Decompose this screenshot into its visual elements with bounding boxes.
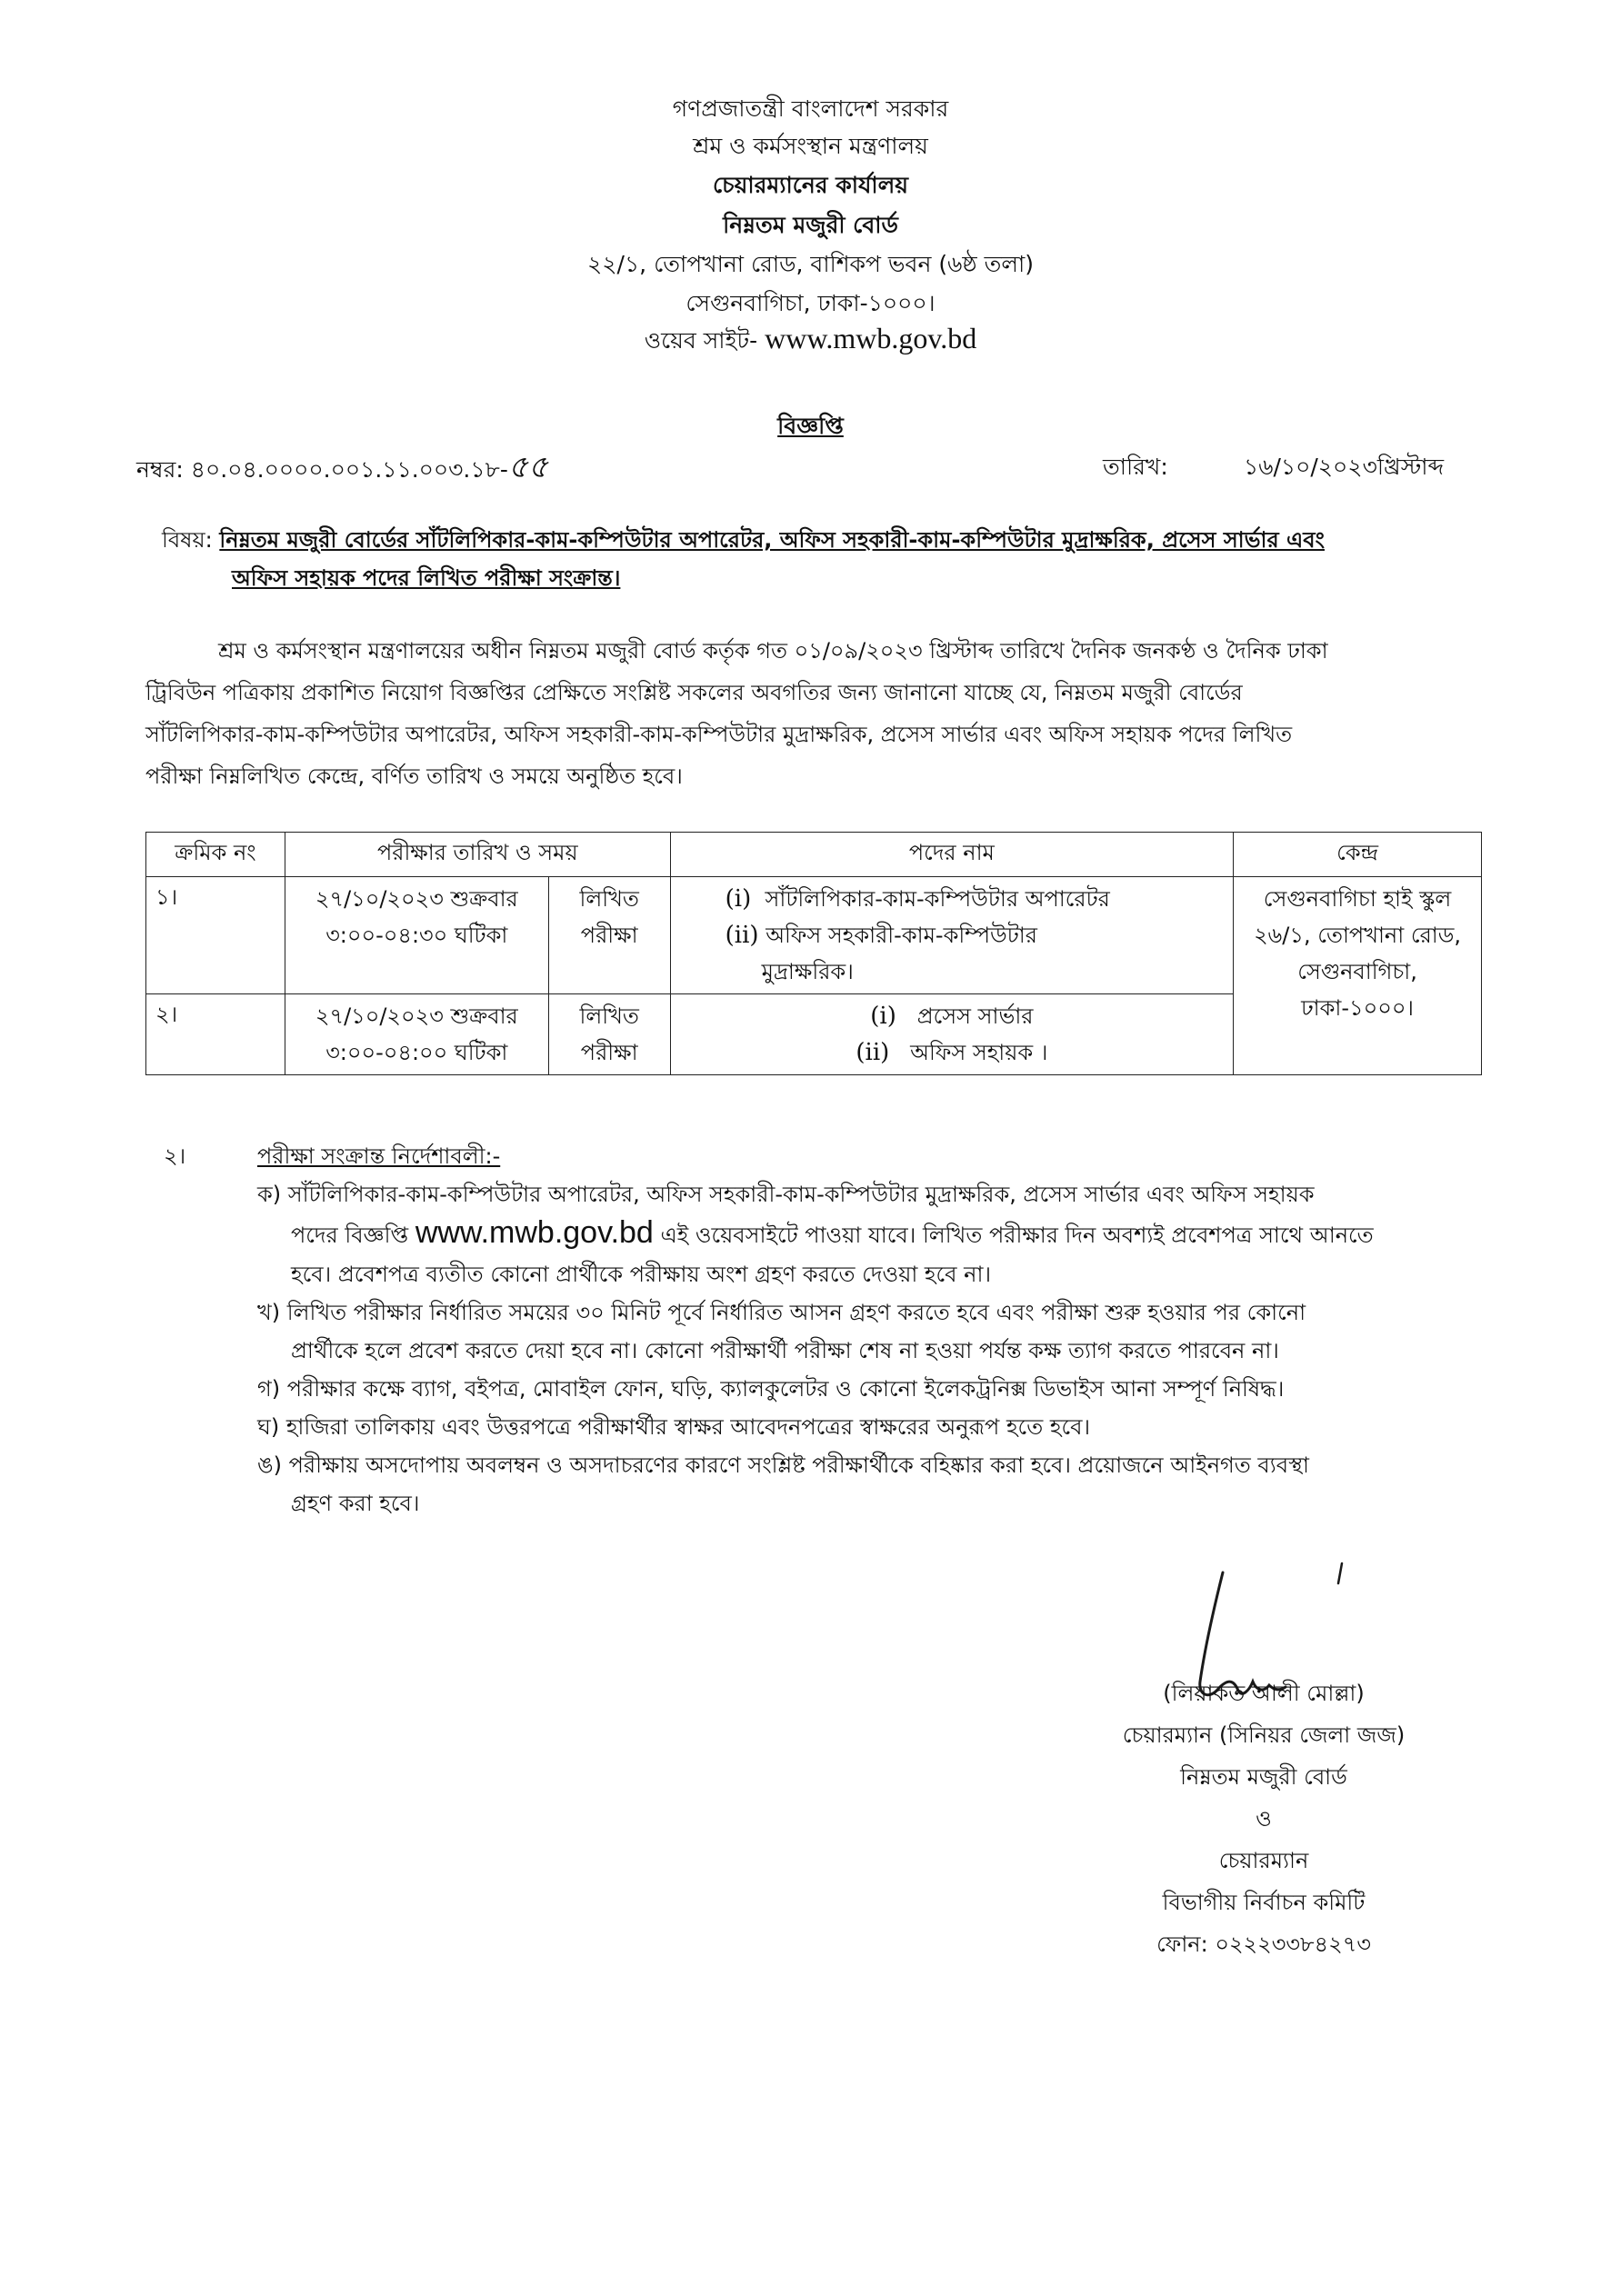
row1-post1: সাঁটলিপিকার-কাম-কম্পিউটার অপারেটর: [765, 886, 1110, 912]
instruction-a-line3: হবে। প্রবেশপত্র ব্যতীত কোনো প্রার্থীকে পরীক্ষায় অংশ গ্রহণ করতে দেওয়া হবে না।: [291, 1262, 992, 1287]
instruction-a-line1: ক) সাঁটলিপিকার-কাম-কম্পিউটার অপারেটর, অফিস সহকারী-কাম-কম্পিউটার মুদ্রাক্ষরিক, প্রসেস সার্ভার এবং অফিস সহায়ক: [257, 1182, 1315, 1207]
instructions-title: পরীক্ষা সংক্রান্ত নির্দেশাবলী:-: [257, 1143, 501, 1169]
subject-label: বিষয়:: [162, 527, 213, 553]
row1-post2-num: (ii): [725, 922, 759, 949]
instructions-number: ২।: [164, 1143, 186, 1169]
row1-time: ৩:০০-০৪:৩০ ঘটিকা: [325, 923, 508, 948]
row2-date: ২৭/১০/২০২৩ শুক্রবার: [315, 1003, 518, 1029]
memo-label: নম্বর:: [136, 456, 184, 483]
th-post: পদের নাম: [670, 833, 1233, 877]
header-ministry: শ্রম ও কর্মসংস্থান মন্ত্রণালয়: [693, 133, 928, 159]
header-govt: গণপ্রজাতন্ত্রী বাংলাদেশ সরকার: [672, 95, 949, 122]
row2-post1-num: (i): [870, 1003, 896, 1030]
row2-time: ৩:০০-০৪:০০ ঘটিকা: [325, 1040, 508, 1065]
row1-type: [548, 877, 670, 994]
memo-number: [136, 449, 548, 485]
date-value: ১৬/১০/২০২৩খ্রিস্টাব্দ: [1244, 454, 1445, 480]
date-label: তারিখ:: [1103, 454, 1168, 480]
body-line4: পরীক্ষা নিম্নলিখিত কেন্দ্রে, বর্ণিত তারিখ ও সময়ে অনুষ্ঠিত হবে।: [145, 764, 683, 789]
row2-post1: প্রসেস সার্ভার: [916, 1003, 1034, 1029]
row1-post1-num: (i): [725, 885, 752, 913]
body-line3: সাঁটলিপিকার-কাম-কম্পিউটার অপারেটর, অফিস সহকারী-কাম-কম্পিউটার মুদ্রাক্ষরিক, প্রসেস সার্ভার এবং অফিস সহায়ক পদের লিখিত: [145, 722, 1293, 747]
subject-line2: অফিস সহায়ক পদের লিখিত পরীক্ষা সংক্রান্ত।: [232, 565, 621, 591]
body-line2: ট্রিবিউন পত্রিকায় প্রকাশিত নিয়োগ বিজ্ঞপ্তির প্রেক্ষিতে সংশ্লিষ্ট সকলের অবগতির জন্য জানানো যাচ্ছে যে, নিম্নতম মজুরী বোর্ডের: [145, 680, 1243, 705]
row1-date: ২৭/১০/২০২৩ শুক্রবার: [315, 886, 518, 912]
row1-posts: [670, 877, 1233, 994]
row2-type2: পরীক্ষা: [580, 1040, 638, 1065]
header-address: ২২/১, তোপখানা রোড, বাশিকপ ভবন (৬ষ্ঠ তলা): [587, 251, 1034, 277]
row1-post2b: মুদ্রাক্ষরিক।: [761, 959, 854, 984]
instruction-b-line1: খ) লিখিত পরীক্ষার নির্ধারিত সময়ের ৩০ মিনিট পূর্বে নির্ধারিত আসন গ্রহণ করতে হবে এবং পরীক্ষা শুরু হওয়ার পর কোনো: [257, 1300, 1306, 1325]
table-row: [146, 877, 1482, 994]
signatory-designation4: বিভাগীয় নির্বাচন কমিটি: [1162, 1890, 1366, 1915]
instruction-b-line2: প্রার্থীকে হলে প্রবেশ করতে দেয়া হবে না। কোনো পরীক্ষার্থী পরীক্ষা শেষ না হওয়া পর্যন্ত কক্ষ ত্যাগ করতে পারবেন না।: [291, 1338, 1279, 1363]
row1-datetime: [285, 877, 548, 994]
exam-center: [1234, 877, 1482, 1075]
center-line4: ঢাকা-১০০০।: [1301, 995, 1415, 1021]
notice-title: বিজ্ঞপ্তি: [777, 413, 844, 439]
instruction-d: ঘ) হাজিরা তালিকায় এবং উত্তরপত্রে পরীক্ষার্থীর স্বাক্ষর আবেদনপত্রের স্বাক্ষরের অনুরূপ হতে হবে।: [257, 1414, 1091, 1440]
row1-post2a: অফিস সহকারী-কাম-কম্পিউটার: [765, 923, 1037, 948]
memo-handwritten: ৫৫: [507, 449, 548, 485]
memo-value: ৪০.০৪.০০০০.০০১.১১.০০৩.১৮-: [190, 456, 508, 483]
center-line2: ২৬/১, তোপখানা রোড,: [1254, 923, 1462, 948]
row1-serial: ১।: [146, 877, 285, 994]
instruction-a-post: এই ওয়েবসাইটে পাওয়া যাবে। লিখিত পরীক্ষার দিন অবশ্যই প্রবেশপত্র সাথে আনতে: [660, 1223, 1374, 1248]
row2-datetime: [285, 994, 548, 1075]
row2-post2: অফিস সহায়ক ।: [910, 1040, 1048, 1065]
row2-post2-num: (ii): [856, 1039, 890, 1066]
signatory-designation2: নিম্নতম মজুরী বোর্ড: [1180, 1764, 1347, 1790]
th-serial: ক্রমিক নং: [146, 833, 285, 877]
instruction-a-url[interactable]: www.mwb.gov.bd: [415, 1215, 654, 1250]
subject-line1: নিম্নতম মজুরী বোর্ডের সাঁটলিপিকার-কাম-কম্পিউটার অপারেটর, অফিস সহকারী-কাম-কম্পিউটার মুদ্রাক্ষরিক, প্রসেস সার্ভার এবং: [219, 527, 1325, 553]
instruction-c: গ) পরীক্ষার কক্ষে ব্যাগ, বইপত্র, মোবাইল ফোন, ঘড়ি, ক্যালকুলেটর ও কোনো ইলেকট্রনিক্স ডিভাইস আনা সম্পূর্ণ নিষিদ্ধ।: [257, 1376, 1285, 1402]
signatory-and: ও: [1256, 1806, 1272, 1832]
signature-block: [1073, 1676, 1455, 1962]
th-date-time: পরীক্ষার তারিখ ও সময়: [285, 833, 670, 877]
table-header-row: [146, 833, 1482, 877]
row2-type: [548, 994, 670, 1075]
header-city: সেগুনবাগিচা, ঢাকা-১০০০।: [685, 290, 936, 316]
signatory-designation3: চেয়ারম্যান: [1218, 1848, 1309, 1873]
row2-posts: [670, 994, 1233, 1075]
row2-type1: লিখিত: [579, 1003, 639, 1029]
signatory-phone: ফোন: ০২২২৩৩৮৪২৭৩: [1156, 1932, 1371, 1957]
row1-type1: লিখিত: [579, 886, 639, 912]
row2-serial: ২।: [146, 994, 285, 1075]
th-center: কেন্দ্র: [1234, 833, 1482, 877]
website-label: ওয়েব সাইট-: [644, 327, 758, 354]
instruction-a-pre: পদের বিজ্ঞপ্তি: [291, 1223, 409, 1248]
signatory-name: (লিয়াকত আলী মোল্লা): [1163, 1681, 1365, 1706]
instruction-a-line2: [291, 1214, 1500, 1253]
header-board: নিম্নতম মজুরী বোর্ড: [723, 212, 898, 238]
instruction-e-line1: ঙ) পরীক্ষায় অসদোপায় অবলম্বন ও অসদাচরণের কারণে সংশ্লিষ্ট পরীক্ষার্থীকে বহিষ্কার করা হবে। প্রয়োজনে আইনগত ব্যবস্থা: [257, 1452, 1309, 1478]
exam-schedule-table: [145, 832, 1482, 1075]
website-url[interactable]: www.mwb.gov.bd: [765, 322, 977, 354]
signatory-designation1: চেয়ারম্যান (সিনিয়র জেলা জজ): [1122, 1722, 1406, 1748]
center-line3: সেগুনবাগিচা,: [1297, 959, 1417, 984]
header-website: [0, 323, 1621, 356]
subject: [162, 522, 1498, 558]
center-line1: সেগুনবাগিচা হাই স্কুল: [1263, 886, 1452, 912]
row1-type2: পরীক্ষা: [580, 923, 638, 948]
body-line1: শ্রম ও কর্মসংস্থান মন্ত্রণালয়ের অধীন নিম্নতম মজুরী বোর্ড কর্তৃক গত ০১/০৯/২০২৩ খ্রিস্টাব্দ তারিখে দৈনিক জনকণ্ঠ ও দৈনিক ঢাকা: [218, 638, 1328, 664]
instruction-e-line2: গ্রহণ করা হবে।: [291, 1491, 420, 1516]
header-office: চেয়ারম্যানের কার্যালয়: [713, 172, 908, 198]
